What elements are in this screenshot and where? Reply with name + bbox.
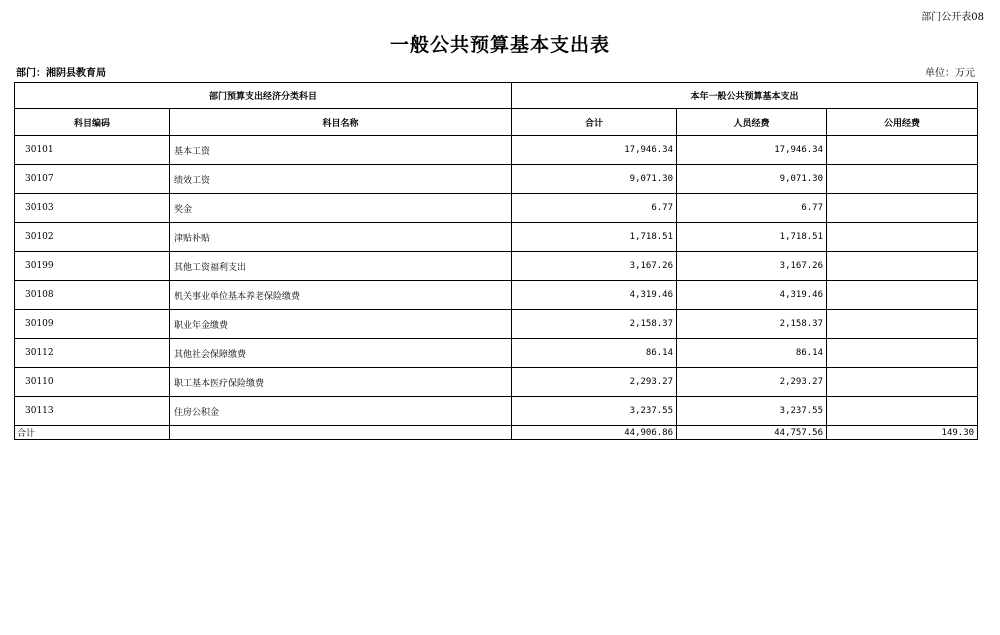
public-cell bbox=[827, 223, 978, 252]
header-total: 合计 bbox=[512, 109, 677, 136]
subject-code-cell: 30112 bbox=[15, 339, 170, 368]
subject-name-cell: 奖金 bbox=[170, 194, 512, 223]
subject-code-cell: 30103 bbox=[15, 194, 170, 223]
table-row bbox=[15, 310, 978, 339]
public-cell bbox=[827, 252, 978, 281]
table-row bbox=[15, 339, 978, 368]
total-cell: 17,946.34 bbox=[512, 136, 677, 165]
subject-code-cell: 30199 bbox=[15, 252, 170, 281]
page-title: 一般公共预算基本支出表 bbox=[389, 34, 610, 56]
personnel-cell: 3,237.55 bbox=[677, 397, 827, 426]
public-cell bbox=[827, 310, 978, 339]
subject-name-cell: 住房公积金 bbox=[170, 397, 512, 426]
header-group-classification: 部门预算支出经济分类科目 bbox=[15, 83, 512, 109]
total-public: 149.30 bbox=[827, 426, 978, 440]
subject-code-cell: 30101 bbox=[15, 136, 170, 165]
subject-code-cell: 30102 bbox=[15, 223, 170, 252]
personnel-cell: 2,158.37 bbox=[677, 310, 827, 339]
subject-code-cell: 30110 bbox=[15, 368, 170, 397]
subject-name-cell: 职业年金缴费 bbox=[170, 310, 512, 339]
table-row bbox=[15, 165, 978, 194]
total-cell: 6.77 bbox=[512, 194, 677, 223]
personnel-cell: 6.77 bbox=[677, 194, 827, 223]
personnel-cell: 1,718.51 bbox=[677, 223, 827, 252]
total-cell: 9,071.30 bbox=[512, 165, 677, 194]
total-label: 合计 bbox=[15, 426, 170, 440]
public-cell bbox=[827, 397, 978, 426]
subject-code-cell: 30113 bbox=[15, 397, 170, 426]
public-cell bbox=[827, 165, 978, 194]
total-cell: 2,293.27 bbox=[512, 368, 677, 397]
total-sum: 44,906.86 bbox=[512, 426, 677, 440]
total-cell: 2,158.37 bbox=[512, 310, 677, 339]
table-body bbox=[15, 136, 978, 426]
personnel-cell: 86.14 bbox=[677, 339, 827, 368]
public-cell bbox=[827, 339, 978, 368]
form-code: 部门公开表08 bbox=[921, 12, 984, 23]
total-row bbox=[15, 426, 978, 440]
total-cell: 4,319.46 bbox=[512, 281, 677, 310]
header-subject-code: 科目编码 bbox=[15, 109, 170, 136]
department-label: 部门：湘阴县教育局 bbox=[16, 68, 106, 79]
subject-name-cell: 津贴补贴 bbox=[170, 223, 512, 252]
personnel-cell: 3,167.26 bbox=[677, 252, 827, 281]
subject-name-cell: 职工基本医疗保险缴费 bbox=[170, 368, 512, 397]
header-subject-name: 科目名称 bbox=[170, 109, 512, 136]
personnel-cell: 4,319.46 bbox=[677, 281, 827, 310]
total-personnel: 44,757.56 bbox=[677, 426, 827, 440]
subject-name-cell: 其他工资福利支出 bbox=[170, 252, 512, 281]
header-group-basic-expenditure: 本年一般公共预算基本支出 bbox=[512, 83, 978, 109]
table-row bbox=[15, 368, 978, 397]
table-row bbox=[15, 397, 978, 426]
subject-code-cell: 30109 bbox=[15, 310, 170, 339]
public-cell bbox=[827, 194, 978, 223]
subject-code-cell: 30107 bbox=[15, 165, 170, 194]
subject-name-cell: 其他社会保障缴费 bbox=[170, 339, 512, 368]
total-name bbox=[170, 426, 512, 440]
personnel-cell: 2,293.27 bbox=[677, 368, 827, 397]
total-cell: 3,237.55 bbox=[512, 397, 677, 426]
personnel-cell: 17,946.34 bbox=[677, 136, 827, 165]
table-row bbox=[15, 223, 978, 252]
table-row bbox=[15, 136, 978, 165]
table-row bbox=[15, 281, 978, 310]
subject-name-cell: 机关事业单位基本养老保险缴费 bbox=[170, 281, 512, 310]
table-row bbox=[15, 252, 978, 281]
header-public-expense: 公用经费 bbox=[827, 109, 978, 136]
expenditure-table bbox=[14, 82, 978, 440]
subject-name-cell: 绩效工资 bbox=[170, 165, 512, 194]
total-cell: 1,718.51 bbox=[512, 223, 677, 252]
subject-code-cell: 30108 bbox=[15, 281, 170, 310]
subject-name-cell: 基本工资 bbox=[170, 136, 512, 165]
header-personnel-expense: 人员经费 bbox=[677, 109, 827, 136]
total-cell: 3,167.26 bbox=[512, 252, 677, 281]
unit-label: 单位：万元 bbox=[925, 68, 975, 79]
public-cell bbox=[827, 368, 978, 397]
table-row bbox=[15, 194, 978, 223]
public-cell bbox=[827, 136, 978, 165]
public-cell bbox=[827, 281, 978, 310]
total-cell: 86.14 bbox=[512, 339, 677, 368]
personnel-cell: 9,071.30 bbox=[677, 165, 827, 194]
